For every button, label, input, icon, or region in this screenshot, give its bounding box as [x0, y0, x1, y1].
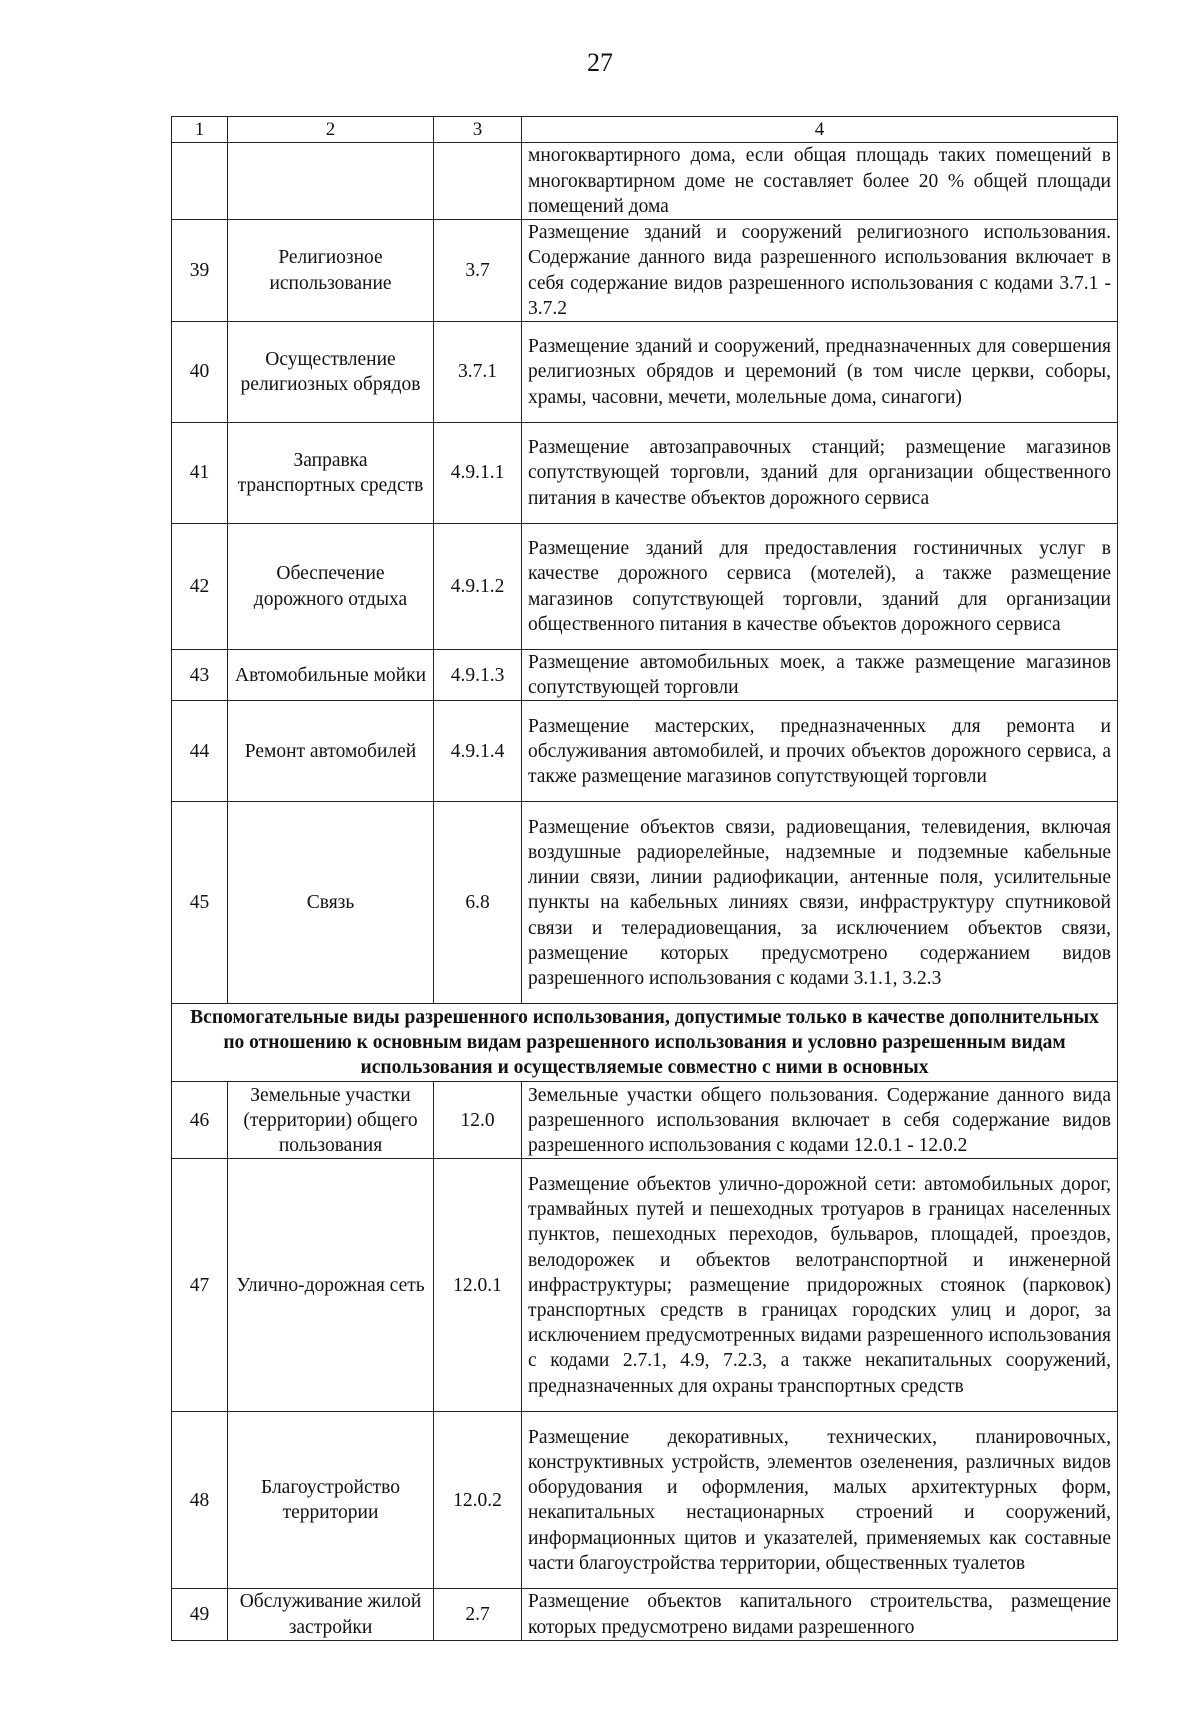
row-number: 46: [172, 1082, 228, 1159]
table-row-39: [172, 220, 1118, 322]
section-title: Вспомогательные виды разрешенного использования, допустимые только в качестве дополнительных по отношению к основным видам разрешенного использования и условно разрешенным видам использования и осуществляемые совместно с ними в основных: [172, 1004, 1118, 1082]
row-name: Связь: [228, 802, 434, 1004]
row-code: 4.9.1.2: [434, 524, 522, 650]
row-name: Религиозное использование: [228, 220, 434, 322]
row-name: Осуществление религиозных обрядов: [228, 322, 434, 423]
row-code: 2.7: [434, 1589, 522, 1640]
row-number: 41: [172, 423, 228, 524]
row-name: Улично-дорожная сеть: [228, 1159, 434, 1412]
table-row-47: [172, 1159, 1118, 1412]
table-row-48: [172, 1412, 1118, 1589]
row-description: Размещение зданий для предоставления гостиничных услуг в качестве дорожного сервиса (мотелей), а также размещение магазинов сопутствующей торговли, зданий для организации общественного питания в качестве объектов дорожного сервиса: [522, 524, 1118, 650]
table-row-46: [172, 1082, 1118, 1159]
row-description: Размещение автозаправочных станций; размещение магазинов сопутствующей торговли, зданий для организации общественного питания в качестве объектов дорожного сервиса: [522, 423, 1118, 524]
column-header-1: 1: [172, 117, 228, 143]
row-description: Размещение декоративных, технических, планировочных, конструктивных устройств, элементов озеленения, различных видов оборудования и оформления, малых архитектурных форм, некапитальных нестационарных строений и сооружений, информационных щитов и указателей, применяемых как составные части благоустройства территории, общественных туалетов: [522, 1412, 1118, 1589]
row-code: [434, 143, 522, 220]
table-row-45: [172, 802, 1118, 1004]
section-row: [172, 1004, 1118, 1082]
row-description: Размещение мастерских, предназначенных для ремонта и обслуживания автомобилей, и прочих объектов дорожного сервиса, а также размещение магазинов сопутствующей торговли: [522, 701, 1118, 802]
land-use-table: [171, 116, 1118, 1641]
row-name: [228, 143, 434, 220]
table-row-41: [172, 423, 1118, 524]
row-number: 47: [172, 1159, 228, 1412]
row-code: 3.7: [434, 220, 522, 322]
row-description: Размещение автомобильных моек, а также размещение магазинов сопутствующей торговли: [522, 650, 1118, 701]
row-code: 4.9.1.4: [434, 701, 522, 802]
row-name: Автомобильные мойки: [228, 650, 434, 701]
row-number: 43: [172, 650, 228, 701]
row-code: 12.0.2: [434, 1412, 522, 1589]
column-header-3: 3: [434, 117, 522, 143]
page-number: 27: [587, 48, 613, 77]
row-name: Обеспечение дорожного отдыха: [228, 524, 434, 650]
row-name: Земельные участки (территории) общего пользования: [228, 1082, 434, 1159]
row-code: 4.9.1.3: [434, 650, 522, 701]
row-number: 49: [172, 1589, 228, 1640]
row-description: Размещение объектов связи, радиовещания, телевидения, включая воздушные радиорелейные, надземные и подземные кабельные линии связи, линии радиофикации, антенные поля, усилительные пункты на кабельных линиях связи, инфраструктуру спутниковой связи и телерадиовещания, за исключением объектов связи, размещение которых предусмотрено содержанием видов разрешенного использования с кодами 3.1.1, 3.2.3: [522, 802, 1118, 1004]
row-code: 3.7.1: [434, 322, 522, 423]
row-description: Размещение объектов капитального строительства, размещение которых предусмотрено видами разрешенного: [522, 1589, 1118, 1640]
row-name: Благоустройство территории: [228, 1412, 434, 1589]
row-number: 42: [172, 524, 228, 650]
row-code: 12.0: [434, 1082, 522, 1159]
table-row-44: [172, 701, 1118, 802]
row-description: Земельные участки общего пользования. Содержание данного вида разрешенного использования включает в себя содержание видов разрешенного использования с кодами 12.0.1 - 12.0.2: [522, 1082, 1118, 1159]
row-number: 40: [172, 322, 228, 423]
row-number: 48: [172, 1412, 228, 1589]
row-number: [172, 143, 228, 220]
row-description: Размещение зданий и сооружений, предназначенных для совершения религиозных обрядов и церемоний (в том числе церкви, соборы, храмы, часовни, мечети, молельные дома, синагоги): [522, 322, 1118, 423]
row-name: Заправка транспортных средств: [228, 423, 434, 524]
column-header-4: 4: [522, 117, 1118, 143]
table-row-40: [172, 322, 1118, 423]
row-number: 45: [172, 802, 228, 1004]
table-row-42: [172, 524, 1118, 650]
row-name: Ремонт автомобилей: [228, 701, 434, 802]
row-code: 4.9.1.1: [434, 423, 522, 524]
table-row-continuation: [172, 143, 1118, 220]
row-name: Обслуживание жилой застройки: [228, 1589, 434, 1640]
row-description: многоквартирного дома, если общая площадь таких помещений в многоквартирном доме не составляет более 20 % общей площади помещений дома: [522, 143, 1118, 220]
row-code: 12.0.1: [434, 1159, 522, 1412]
row-description: Размещение зданий и сооружений религиозного использования. Содержание данного вида разрешенного использования включает в себя содержание видов разрешенного использования с кодами 3.7.1 - 3.7.2: [522, 220, 1118, 322]
table-row-43: [172, 650, 1118, 701]
table-header-row: [172, 117, 1118, 143]
row-number: 44: [172, 701, 228, 802]
row-code: 6.8: [434, 802, 522, 1004]
row-number: 39: [172, 220, 228, 322]
row-description: Размещение объектов улично-дорожной сети: автомобильных дорог, трамвайных путей и пешеходных тротуаров в границах населенных пунктов, пешеходных переходов, бульваров, площадей, проездов, велодорожек и объектов велотранспортной и инженерной инфраструктуры; размещение придорожных стоянок (парковок) транспортных средств в границах городских улиц и дорог, за исключением предусмотренных видами разрешенного использования с кодами 2.7.1, 4.9, 7.2.3, а также некапитальных сооружений, предназначенных для охраны транспортных средств: [522, 1159, 1118, 1412]
table-row-49: [172, 1589, 1118, 1640]
column-header-2: 2: [228, 117, 434, 143]
